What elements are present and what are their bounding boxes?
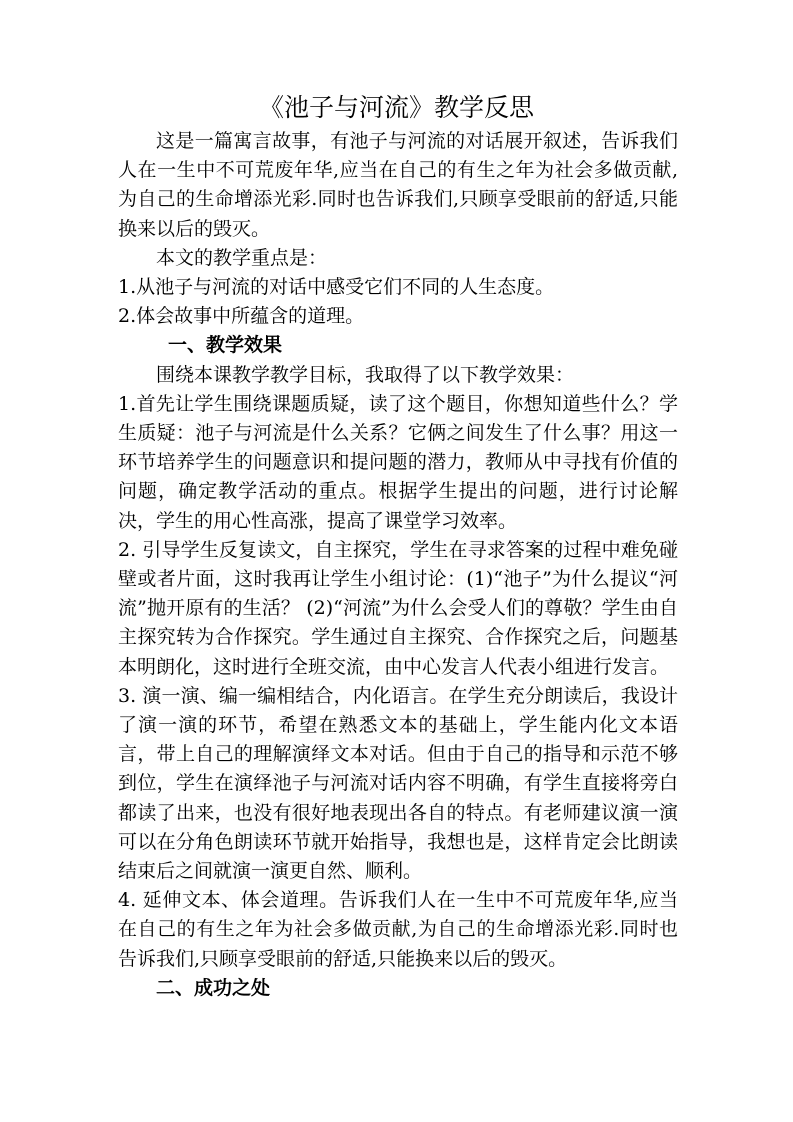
- effect-point: 4. 延伸文本、体会道理。告诉我们人在一生中不可荒废年华,应当在自己的有生之年为社会多做贡献,为自己的生命增添光彩.同时也告诉我们,只顾享受眼前的舒适,只能换来以后的毁灭。: [118, 889, 678, 970]
- effect-point: 2. 引导学生反复读文，自主探究，学生在寻求答案的过程中难免碰壁或者片面，这时我再让学生小组讨论：(1)“池子”为什么提议“河流”抛开原有的生活？ (2)“河流”为什么会受人们的尊敬？学生由自主探究转为合作探究。学生通过自主探究、合作探究之后，问题基本明朗化，这时进行全班交流，由中心发言人代表小组进行发言。: [118, 538, 678, 678]
- focus-item: 1.从池子与河流的对话中感受它们不同的人生态度。: [118, 276, 555, 299]
- effect-point: 3. 演一演、编一编相结合，内化语言。在学生充分朗读后，我设计了演一演的环节，希望在熟悉文本的基础上，学生能内化文本语言，带上自己的理解演绎文本对话。但由于自己的指导和示范不够到位，学生在演绎池子与河流对话内容不明确，有学生直接将旁白都读了出来，也没有很好地表现出各自的特点。有老师建议演一演可以在分角色朗读环节就开始指导，我想也是，这样肯定会比朗读结束后之间就演一演更自然、顺利。: [118, 684, 678, 883]
- section-heading-success: 二、成功之处: [156, 976, 271, 999]
- intro-paragraph: 这是一篇寓言故事，有池子与河流的对话展开叙述，告诉我们人在一生中不可荒废年华,应当在自己的有生之年为社会多做贡献,为自己的生命增添光彩.同时也告诉我们,只顾享受眼前的舒适,只能换来以后的毁灭。: [118, 130, 678, 240]
- focus-item: 2.体会故事中所蕴含的道理。: [118, 305, 365, 328]
- document-body: [118, 127, 678, 1003]
- focus-label: 本文的教学重点是：: [156, 246, 328, 269]
- effect-point: 1.首先让学生围绕课题质疑，读了这个题目，你想知道些什么？学生质疑：池子与河流是什么关系？它俩之间发生了什么事？用这一环节培养学生的问题意识和提问题的潜力，教师从中寻找有价值的问题，确定教学活动的重点。根据学生提出的问题，进行讨论解决，学生的用心性高涨，提高了课堂学习效率。: [118, 392, 678, 532]
- section-heading-effects: 一、教学效果: [168, 334, 283, 357]
- section-intro: 围绕本课教学教学目标，我取得了以下教学效果：: [156, 363, 575, 386]
- page-title: 《池子与河流》教学反思: [258, 93, 534, 122]
